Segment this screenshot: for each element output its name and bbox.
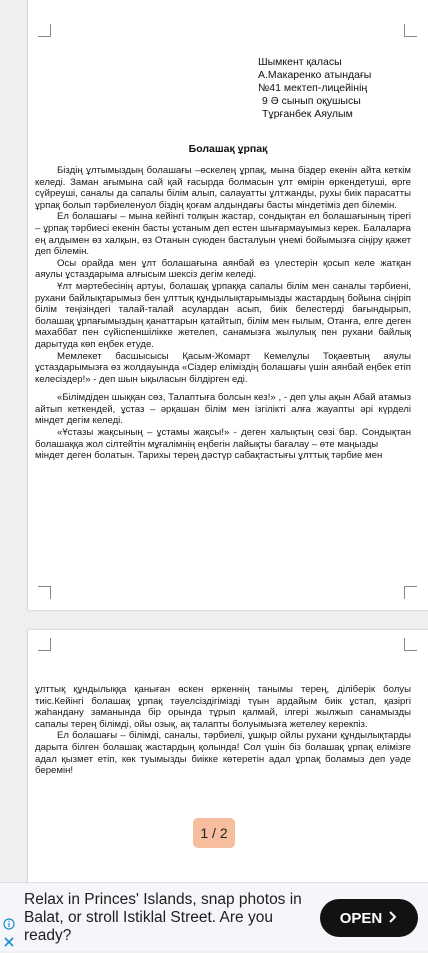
crop-mark <box>404 24 417 37</box>
document-title: Болашақ ұрпақ <box>188 143 268 155</box>
address-line: №41 мектеп-лицейінің <box>258 82 368 94</box>
paragraph: Біздің ұлтымыздың болашағы –өскелең ұрпақ, мына біздер екенін айта кеткім келеді. Заман ағымына сай қай ғасырда болмасын ұлт өмірін өркендетуші, өрге сүйреуші, саналы да сапалы білім алып, салауатты ұлтжанды, рухы биік парасатты ұрпақ болып тәрбиеленуол біздің қоғам алдындағы басты міндетіміз деп білемін. <box>35 165 411 211</box>
open-button-label: OPEN <box>339 909 383 927</box>
address-line: Тұрғанбек Аяулым <box>262 108 353 120</box>
ad-banner[interactable] <box>0 882 428 951</box>
chevron-right-icon <box>388 910 398 927</box>
paragraph: Ел болашағы – білімді, саналы, тәрбиелі, ұшқыр ойлы рухани құндылықтарды дарыта білген болашақ жастардың қолында! Сол үшін біз болашақ ұрпақ елімізге адал қызмет етіп, көк туымызды биікке көтеретін адал ұрпақ боламыз деп уәде беремін! <box>35 730 411 777</box>
paragraph: міндет деген болатын. Тарихы терең дәстүр сабақтастығы ұлттық тәрбие мен <box>35 450 383 462</box>
paragraph: «Ұстазы жақсының – ұстамы жақсы!» - деген халықтың сөзі бар. Сондықтан болашаққа жол сілтейтін мұғалімнің еңбегін лайықты бағалау – өте маңызды <box>35 427 411 450</box>
paragraph: ұлттық құндылыққа қаныған өскен өркеннің танымы терең, діліберік болуы тиіс.Кейінгі болашақ ұрпақ тәуелсіздігімізді түын ардайым биік ұстап, қазіргі жаһандану заманында бір орында тұрып қалмай, ілгері жылжып санамызды сапалы терең білімді, ойы озық, ақ талапты болуымызға жетелеу керекпіз. <box>35 684 411 730</box>
open-button[interactable] <box>320 899 418 937</box>
page-1-body <box>35 165 411 462</box>
crop-mark <box>404 638 417 651</box>
ad-text[interactable]: Relax in Princes' Islands, snap photos in Balat, or stroll Istiklal Street. Are you ready? <box>24 891 302 944</box>
info-icon[interactable] <box>3 917 15 929</box>
page-2-body <box>35 684 411 777</box>
document-page-1 <box>28 0 428 610</box>
close-icon[interactable] <box>3 935 15 947</box>
crop-mark <box>38 638 51 651</box>
page-indicator: 1 / 2 <box>193 818 235 848</box>
crop-mark <box>404 586 417 599</box>
author-address-block <box>258 56 371 121</box>
address-line: Шымкент қаласы <box>258 56 342 68</box>
paragraph: Ұлт мәртебесінің артуы, болашақ ұрпаққа сапалы білім мен саналы тәрбиені, рухани байлықтарымыз бен ұлттық құндылықтарымызды жастардың бойына сіңіріп білім теңізіндегі талай-талай асулардан асып, биік белестерді бағындырып, болашақ ұрпағымыздың қанаттарын қатайтып, білім мен ғылым, Отанға, елге деген махаббат пен сүйіспеншілікке жетелеп, санамызға жылулық пен рухани байлық дарытуда көп еңбек етуде. <box>35 280 411 350</box>
paragraph: Ел болашағы – мына кейінгі толқын жастар, сондықтан ел болашағының тірегі – ұрпақ тәрбиесі екенін басты ұстаным деп естен шығармауымыз керек. Балаларға ең алдымен өз халқын, өз Отанын сүюден басталуын үнемі бойымызға сіңіру қажет деп білемін. <box>35 211 411 258</box>
crop-mark <box>38 24 51 37</box>
address-line: А.Макаренко атындағы <box>258 69 372 81</box>
paragraph: «Білімдіден шыққан сөз, Талаптыға болсын кез!» , - деп ұлы ақын Абай атамыз айтып кеткендей, ұстаз – әрқашан білім мен ізгілікті алға жауапты әрі күрделі міндет дегім келеді. <box>35 392 411 427</box>
paragraph: Мемлекет басшысысы Қасым-Жомарт Кемелұлы Тоқаевтың аяулы ұстаздарымызға өз жолдауында «Сіздер еліміздің болашағы үшін аянбай еңбек етіп келесіздер!» - деп шын ықыласын білдірген еді. <box>35 350 411 385</box>
address-line: 9 Ә сынып оқушысы <box>262 95 361 107</box>
paragraph: Осы орайда мен ұлт болашағына аянбай өз үлестерін қосып келе жатқан аяулы ұстаздарыма алғысым шексіз дегім келеді. <box>35 257 411 281</box>
crop-mark <box>38 586 51 599</box>
